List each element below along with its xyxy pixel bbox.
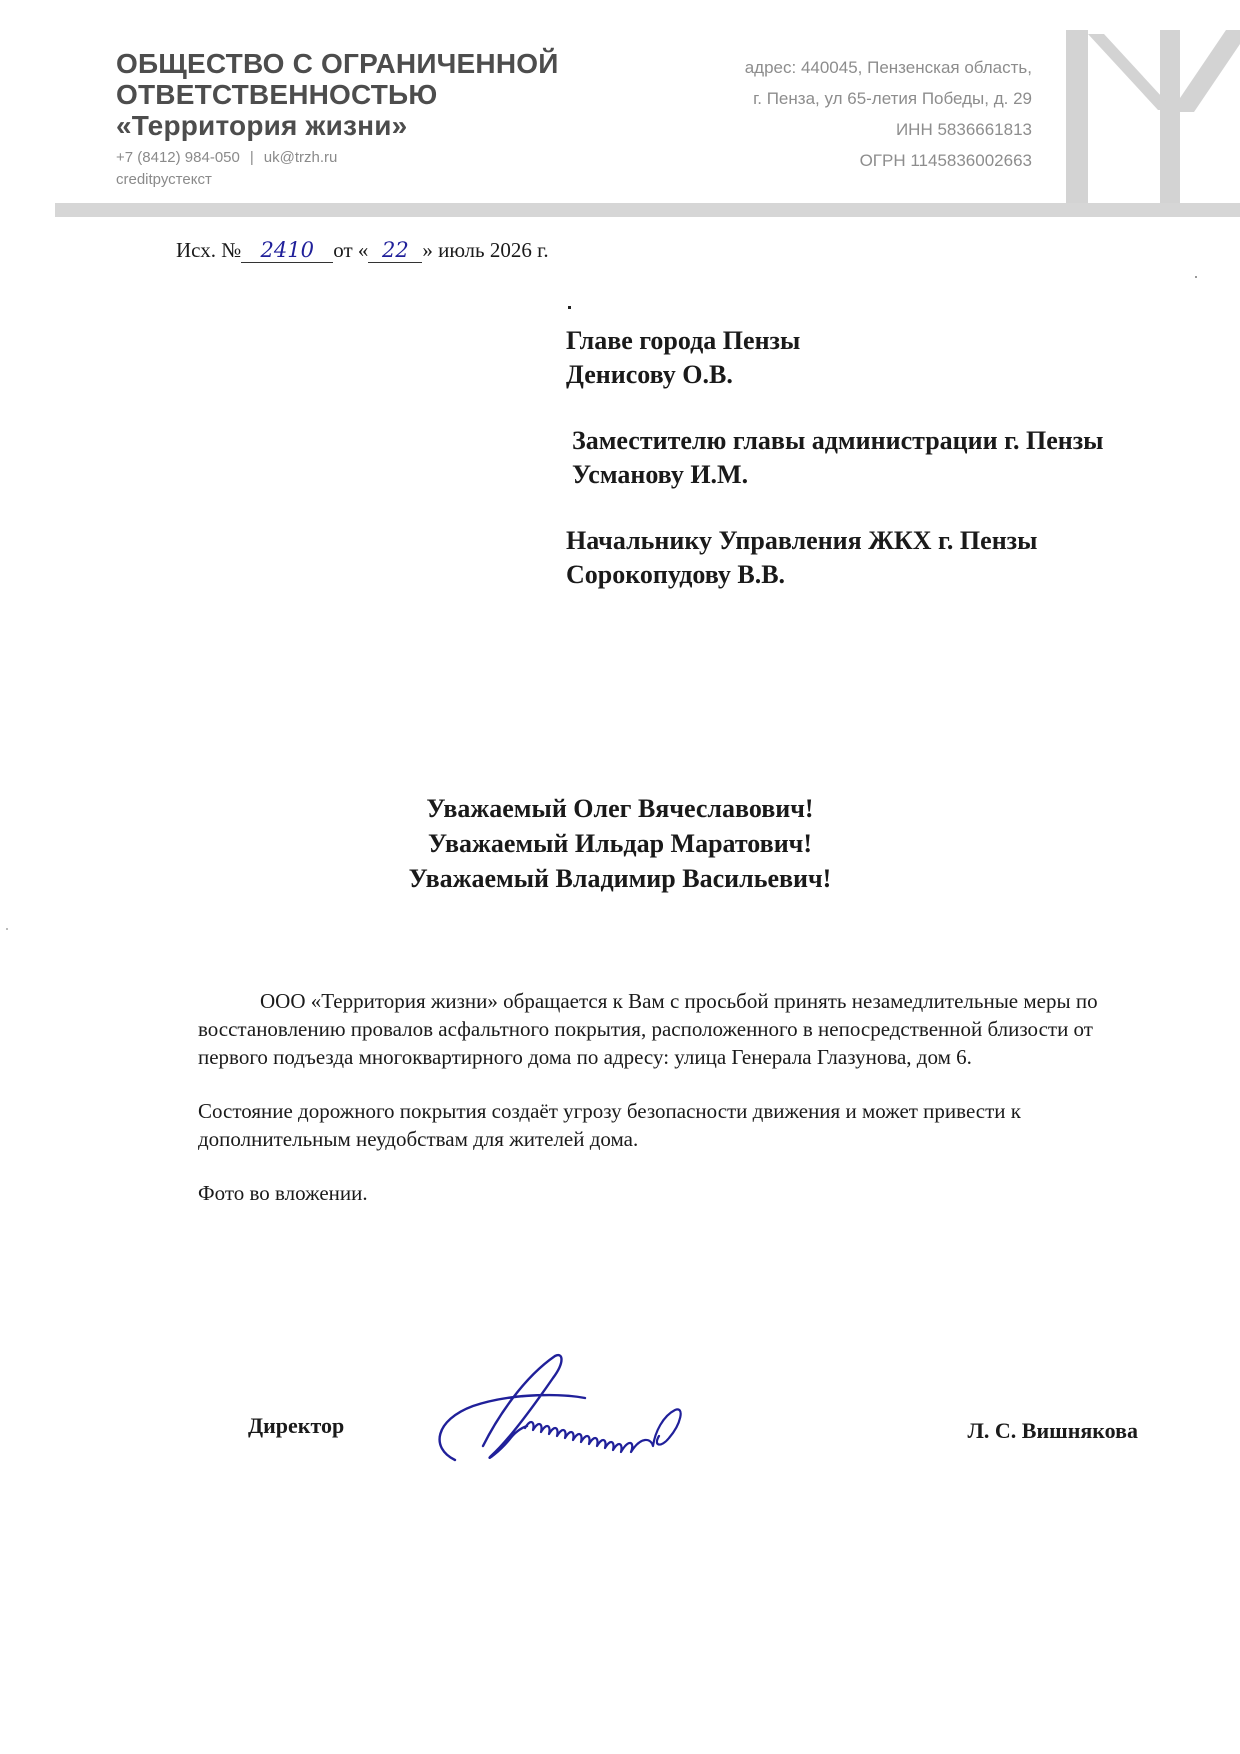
signatory-title: Директор [248, 1413, 345, 1438]
org-contacts [116, 147, 337, 191]
body-paragraph-condition: Состояние дорожного покрытия создаёт угрозу безопасности движения и может привести к дополнительным неудобствам для жителей дома. [198, 1099, 1021, 1151]
requisites-ogrn: ОГРН 1145836002663 [859, 151, 1032, 170]
outgoing-number: 2410 [241, 238, 333, 263]
outgoing-from: от « [333, 238, 369, 262]
org-name-line-3: «Территория жизни» [116, 110, 408, 141]
header-divider [55, 203, 1240, 217]
contacts-separator: | [249, 149, 254, 166]
greeting-line: Уважаемый Ильдар Маратович! [428, 829, 812, 858]
outgoing-day: 22 [368, 238, 422, 263]
outgoing-date-rest: » июль 2026 г. [422, 238, 549, 262]
org-requisites [745, 52, 1032, 176]
org-name-line-1: ОБЩЕСТВО С ОГРАНИЧЕННОЙ [116, 48, 559, 79]
org-name-line-2: ОТВЕТСТВЕННОСТЬЮ [116, 79, 438, 110]
addressee-3 [566, 524, 1103, 592]
org-email: uk@trzh.ru [263, 149, 338, 166]
addressee-1 [566, 324, 1103, 392]
handwritten-signature [425, 1348, 785, 1478]
org-website: creditрустекст [116, 171, 212, 188]
outgoing-number-line [176, 238, 549, 263]
addressee-name: Денисову О.В. [566, 360, 733, 389]
organization-name [116, 48, 559, 141]
addressees [566, 324, 1103, 624]
addressee-position: Начальнику Управления ЖКХ г. Пензы [566, 526, 1038, 555]
addressee-position: Главе города Пензы [566, 326, 801, 355]
addressee-2 [572, 424, 1103, 492]
org-phone: +7 (8412) 984-050 [116, 149, 240, 166]
stray-dot [568, 306, 571, 309]
greeting-line: Уважаемый Олег Вячеславович! [426, 794, 814, 823]
greetings [0, 791, 1240, 896]
body-paragraph-request: ООО «Территория жизни» обращается к Вам с просьбой принять незамедлительные меры по восстановлению провалов асфальтного покрытия, расположенного в непосредственной близости от первого подъезда многоквартирного дома по адресу: улица Генерала Глазунова, дом 6. [198, 989, 1098, 1069]
requisites-address-line-1: адрес: 440045, Пензенская область, [744, 58, 1032, 77]
company-logo-icon [1066, 30, 1240, 210]
requisites-inn: ИНН 5836661813 [895, 120, 1032, 139]
scan-speck [6, 928, 8, 930]
addressee-position: Заместителю главы администрации г. Пензы [572, 426, 1104, 455]
signatory-name: Л. С. Вишнякова [967, 1418, 1138, 1443]
greeting-line: Уважаемый Владимир Васильевич! [408, 864, 832, 893]
addressee-name: Сорокопудову В.В. [566, 560, 786, 589]
body-paragraph-attachment: Фото во вложении. [198, 1181, 368, 1205]
addressee-name: Усманову И.М. [572, 460, 749, 489]
requisites-address-line-2: г. Пенза, ул 65-летия Победы, д. 29 [753, 89, 1032, 108]
scan-speck [1195, 276, 1197, 278]
outgoing-prefix: Исх. № [176, 238, 242, 262]
letter-body [198, 987, 1158, 1233]
